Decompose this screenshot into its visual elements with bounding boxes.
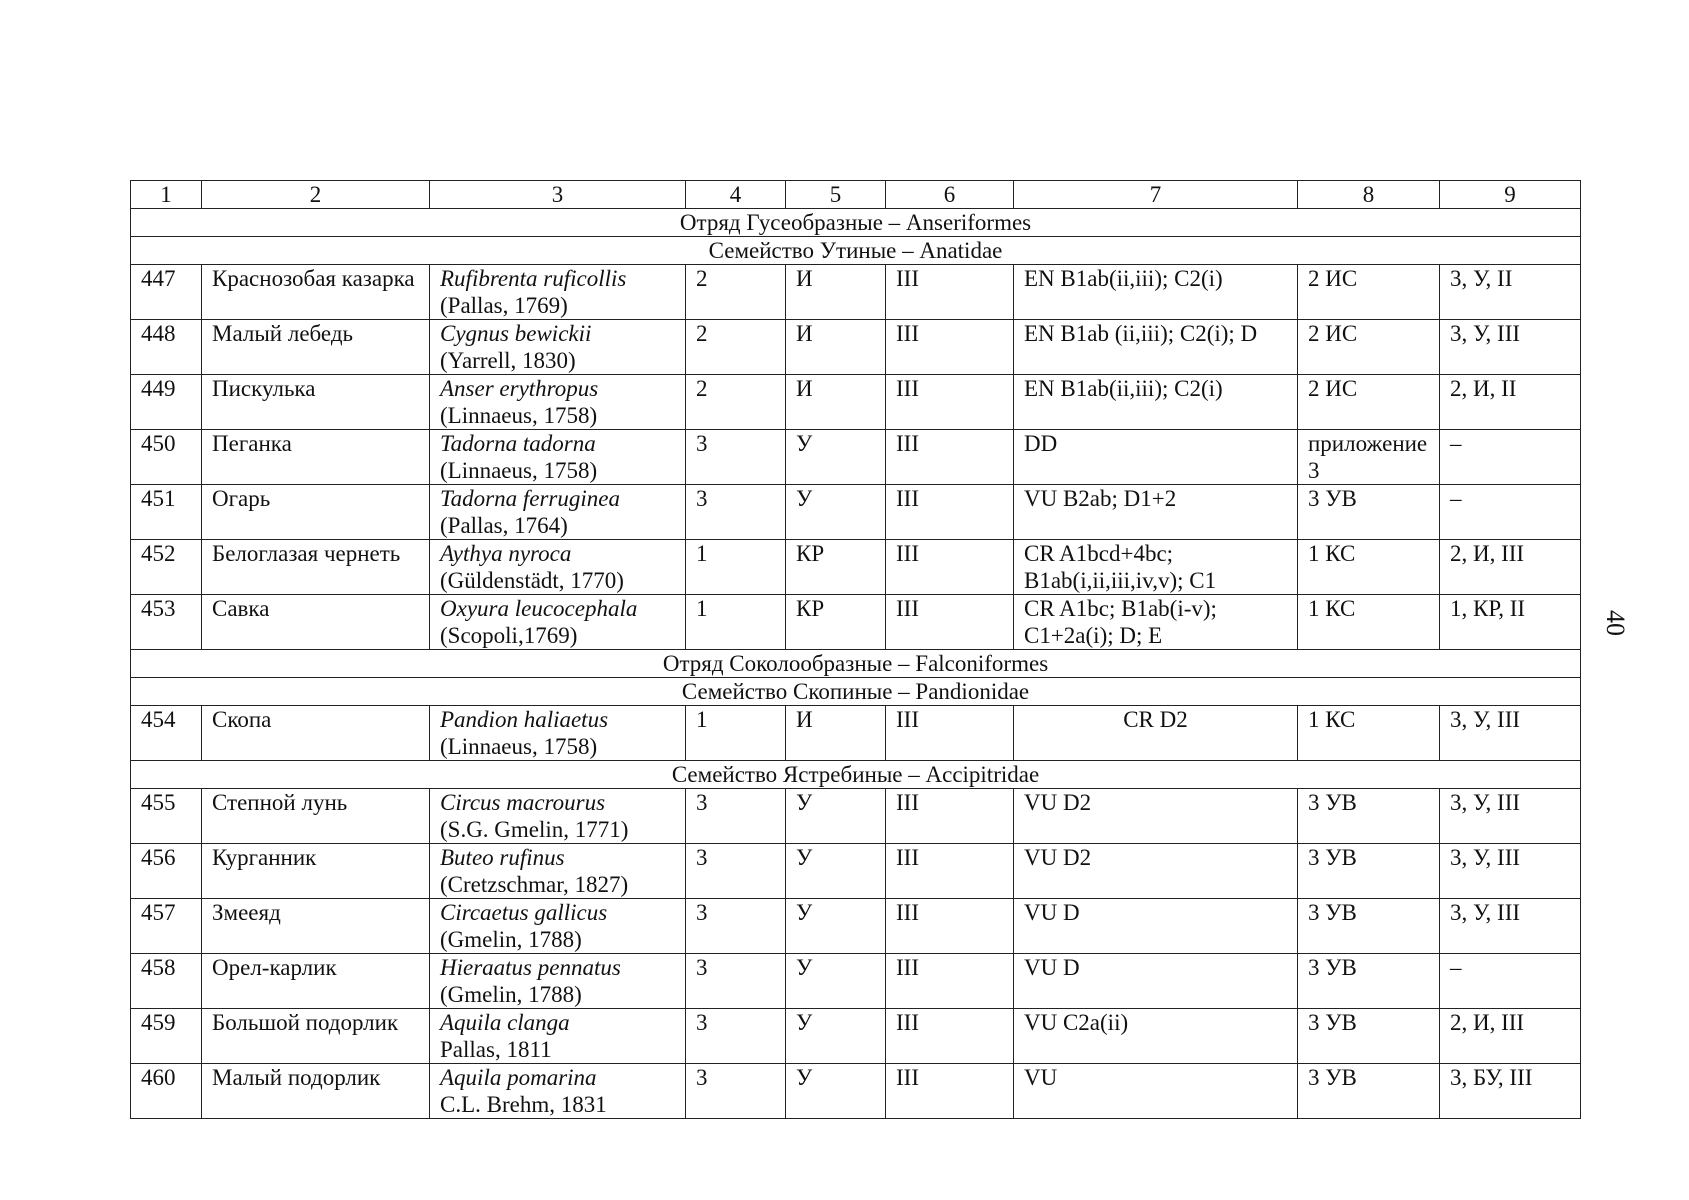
category-cell: 3 xyxy=(686,789,786,844)
federal-status-cell: 3, У, II xyxy=(1440,265,1581,320)
status-cell: У xyxy=(786,954,886,1009)
row-number: 460 xyxy=(131,1064,202,1119)
species-author: (Gmelin, 1788) xyxy=(440,982,582,1007)
table-row xyxy=(131,595,1581,650)
priority-cell: III xyxy=(886,540,1014,595)
status-cell: У xyxy=(786,485,886,540)
species-author: (Gmelin, 1788) xyxy=(440,927,582,952)
status-cell: И xyxy=(786,320,886,375)
regional-status-cell: 2 ИС xyxy=(1298,265,1440,320)
species-author: (Linnaeus, 1758) xyxy=(440,734,598,759)
species-name-ru: Пискулька xyxy=(202,375,430,430)
category-cell: 2 xyxy=(686,265,786,320)
status-cell: КР xyxy=(786,595,886,650)
regional-status-cell: 3 УВ xyxy=(1298,1009,1440,1064)
row-number: 459 xyxy=(131,1009,202,1064)
category-cell: 3 xyxy=(686,1009,786,1064)
latin-name: Circus macrourus xyxy=(440,790,606,815)
status-cell: И xyxy=(786,265,886,320)
species-name-latin xyxy=(430,485,686,540)
status-cell: КР xyxy=(786,540,886,595)
status-cell: У xyxy=(786,789,886,844)
species-name-latin xyxy=(430,899,686,954)
latin-name: Pandion haliaetus xyxy=(440,707,609,732)
latin-name: Oxyura leucocephala xyxy=(440,596,638,621)
species-author: (Linnaeus, 1758) xyxy=(440,403,598,428)
category-cell: 3 xyxy=(686,954,786,1009)
species-name-latin xyxy=(430,320,686,375)
latin-name: Circaetus gallicus xyxy=(440,900,608,925)
section-heading-row xyxy=(131,209,1581,237)
column-number: 3 xyxy=(430,181,686,209)
federal-status-cell: – xyxy=(1440,485,1581,540)
latin-name: Aquila clanga xyxy=(440,1010,570,1035)
regional-status-cell: 3 УВ xyxy=(1298,899,1440,954)
latin-name: Rufibrenta ruficollis xyxy=(440,266,627,291)
table-row xyxy=(131,485,1581,540)
iucn-criteria-cell: EN B1ab(ii,iii); C2(i) xyxy=(1014,265,1298,320)
species-author: (Scopoli,1769) xyxy=(440,623,578,648)
section-heading-row xyxy=(131,237,1581,265)
species-name-latin xyxy=(430,595,686,650)
table-row xyxy=(131,320,1581,375)
table-row xyxy=(131,789,1581,844)
category-cell: 1 xyxy=(686,540,786,595)
priority-cell: III xyxy=(886,706,1014,761)
row-number: 456 xyxy=(131,844,202,899)
row-number: 451 xyxy=(131,485,202,540)
row-number: 455 xyxy=(131,789,202,844)
category-cell: 3 xyxy=(686,1064,786,1119)
species-name-latin xyxy=(430,430,686,485)
species-name-latin xyxy=(430,265,686,320)
species-name-ru: Малый подорлик xyxy=(202,1064,430,1119)
federal-status-cell: 3, У, III xyxy=(1440,706,1581,761)
section-heading-row xyxy=(131,678,1581,706)
status-cell: У xyxy=(786,899,886,954)
latin-name: Tadorna tadorna xyxy=(440,431,596,456)
row-number: 449 xyxy=(131,375,202,430)
latin-name: Cygnus bewickii xyxy=(440,321,592,346)
species-name-ru: Пеганка xyxy=(202,430,430,485)
regional-status-cell: 2 ИС xyxy=(1298,375,1440,430)
species-author: (Cretzschmar, 1827) xyxy=(440,872,629,897)
status-cell: И xyxy=(786,375,886,430)
page-number: 40 xyxy=(1601,610,1630,636)
iucn-criteria-cell: VU C2a(ii) xyxy=(1014,1009,1298,1064)
iucn-criteria-cell: VU D2 xyxy=(1014,844,1298,899)
section-heading: Семейство Скопиные – Pandionidae xyxy=(131,678,1581,706)
priority-cell: III xyxy=(886,265,1014,320)
table-row xyxy=(131,265,1581,320)
iucn-criteria-cell: CR D2 xyxy=(1014,706,1298,761)
iucn-criteria-cell: VU D xyxy=(1014,954,1298,1009)
section-heading: Отряд Гусеобразные – Anseriformes xyxy=(131,209,1581,237)
row-number: 454 xyxy=(131,706,202,761)
federal-status-cell: 2, И, III xyxy=(1440,540,1581,595)
column-number: 1 xyxy=(131,181,202,209)
federal-status-cell: – xyxy=(1440,954,1581,1009)
species-name-ru: Курганник xyxy=(202,844,430,899)
priority-cell: III xyxy=(886,844,1014,899)
species-author: (Pallas, 1769) xyxy=(440,293,568,318)
species-name-latin xyxy=(430,844,686,899)
iucn-criteria-cell: DD xyxy=(1014,430,1298,485)
table-row xyxy=(131,1009,1581,1064)
latin-name: Tadorna ferruginea xyxy=(440,486,620,511)
species-name-ru: Савка xyxy=(202,595,430,650)
row-number: 457 xyxy=(131,899,202,954)
category-cell: 3 xyxy=(686,844,786,899)
priority-cell: III xyxy=(886,789,1014,844)
category-cell: 3 xyxy=(686,899,786,954)
row-number: 450 xyxy=(131,430,202,485)
table-row xyxy=(131,430,1581,485)
table-row xyxy=(131,1064,1581,1119)
species-name-ru: Краснозобая казарка xyxy=(202,265,430,320)
federal-status-cell: 3, У, III xyxy=(1440,899,1581,954)
section-heading-row xyxy=(131,761,1581,789)
status-cell: У xyxy=(786,430,886,485)
species-name-ru: Малый лебедь xyxy=(202,320,430,375)
regional-status-cell: 3 УВ xyxy=(1298,954,1440,1009)
priority-cell: III xyxy=(886,1064,1014,1119)
regional-status-cell: 3 УВ xyxy=(1298,789,1440,844)
iucn-criteria-cell: CR A1bc; B1ab(i-v); C1+2a(i); D; E xyxy=(1014,595,1298,650)
federal-status-cell: 3, БУ, III xyxy=(1440,1064,1581,1119)
status-cell: У xyxy=(786,1009,886,1064)
latin-name: Aythya nyroca xyxy=(440,541,572,566)
regional-status-cell: 3 УВ xyxy=(1298,485,1440,540)
species-name-latin xyxy=(430,706,686,761)
priority-cell: III xyxy=(886,375,1014,430)
row-number: 453 xyxy=(131,595,202,650)
category-cell: 2 xyxy=(686,375,786,430)
regional-status-cell: 2 ИС xyxy=(1298,320,1440,375)
iucn-criteria-cell: VU B2ab; D1+2 xyxy=(1014,485,1298,540)
federal-status-cell: 3, У, III xyxy=(1440,844,1581,899)
table-row xyxy=(131,844,1581,899)
status-cell: У xyxy=(786,844,886,899)
column-number: 6 xyxy=(886,181,1014,209)
species-name-latin xyxy=(430,954,686,1009)
species-name-ru: Змееяд xyxy=(202,899,430,954)
species-name-latin xyxy=(430,1009,686,1064)
table-row xyxy=(131,954,1581,1009)
regional-status-cell: 3 УВ xyxy=(1298,1064,1440,1119)
regional-status-cell: 1 КС xyxy=(1298,706,1440,761)
priority-cell: III xyxy=(886,954,1014,1009)
species-author: Pallas, 1811 xyxy=(440,1037,552,1062)
latin-name: Buteo rufinus xyxy=(440,845,565,870)
species-name-ru: Большой подорлик xyxy=(202,1009,430,1064)
section-heading: Семейство Утиные – Anatidae xyxy=(131,237,1581,265)
category-cell: 3 xyxy=(686,485,786,540)
category-cell: 1 xyxy=(686,595,786,650)
column-number: 9 xyxy=(1440,181,1581,209)
status-cell: У xyxy=(786,1064,886,1119)
federal-status-cell: 3, У, III xyxy=(1440,789,1581,844)
iucn-criteria-cell: VU xyxy=(1014,1064,1298,1119)
species-name-ru: Орел-карлик xyxy=(202,954,430,1009)
species-name-latin xyxy=(430,540,686,595)
row-number: 447 xyxy=(131,265,202,320)
species-author: (Pallas, 1764) xyxy=(440,513,568,538)
category-cell: 1 xyxy=(686,706,786,761)
column-number: 2 xyxy=(202,181,430,209)
row-number: 458 xyxy=(131,954,202,1009)
column-number: 8 xyxy=(1298,181,1440,209)
column-number: 7 xyxy=(1014,181,1298,209)
category-cell: 2 xyxy=(686,320,786,375)
species-author: (Güldenstädt, 1770) xyxy=(440,568,624,593)
federal-status-cell: 2, И, II xyxy=(1440,375,1581,430)
category-cell: 3 xyxy=(686,430,786,485)
iucn-criteria-cell: VU D xyxy=(1014,899,1298,954)
latin-name: Hieraatus pennatus xyxy=(440,955,621,980)
regional-status-cell: 1 КС xyxy=(1298,540,1440,595)
species-author: (Yarrell, 1830) xyxy=(440,348,576,373)
table-row xyxy=(131,375,1581,430)
species-name-ru: Скопа xyxy=(202,706,430,761)
species-name-ru: Степной лунь xyxy=(202,789,430,844)
priority-cell: III xyxy=(886,485,1014,540)
species-table xyxy=(130,180,1581,1119)
federal-status-cell: 1, КР, II xyxy=(1440,595,1581,650)
section-heading: Отряд Соколообразные – Falconiformes xyxy=(131,650,1581,678)
section-heading: Семейство Ястребиные – Accipitridae xyxy=(131,761,1581,789)
latin-name: Anser erythropus xyxy=(440,376,599,401)
iucn-criteria-cell: EN B1ab (ii,iii); C2(i); D xyxy=(1014,320,1298,375)
row-number: 452 xyxy=(131,540,202,595)
column-number: 5 xyxy=(786,181,886,209)
latin-name: Aquila pomarina xyxy=(440,1065,597,1090)
table-body xyxy=(131,181,1581,1119)
row-number: 448 xyxy=(131,320,202,375)
species-author: (S.G. Gmelin, 1771) xyxy=(440,817,629,842)
species-author: (Linnaeus, 1758) xyxy=(440,458,598,483)
regional-status-cell: 1 КС xyxy=(1298,595,1440,650)
priority-cell: III xyxy=(886,1009,1014,1064)
status-cell: И xyxy=(786,706,886,761)
priority-cell: III xyxy=(886,320,1014,375)
species-author: C.L. Brehm, 1831 xyxy=(440,1092,607,1117)
species-name-ru: Белоглазая чернеть xyxy=(202,540,430,595)
column-number: 4 xyxy=(686,181,786,209)
species-name-latin xyxy=(430,789,686,844)
priority-cell: III xyxy=(886,430,1014,485)
column-number-row xyxy=(131,181,1581,209)
regional-status-cell: приложение 3 xyxy=(1298,430,1440,485)
table-row xyxy=(131,706,1581,761)
federal-status-cell: – xyxy=(1440,430,1581,485)
species-name-ru: Огарь xyxy=(202,485,430,540)
iucn-criteria-cell: CR A1bcd+4bc; B1ab(i,ii,iii,iv,v); C1 xyxy=(1014,540,1298,595)
table-row xyxy=(131,540,1581,595)
federal-status-cell: 2, И, III xyxy=(1440,1009,1581,1064)
species-name-latin xyxy=(430,1064,686,1119)
species-name-latin xyxy=(430,375,686,430)
section-heading-row xyxy=(131,650,1581,678)
iucn-criteria-cell: VU D2 xyxy=(1014,789,1298,844)
federal-status-cell: 3, У, III xyxy=(1440,320,1581,375)
regional-status-cell: 3 УВ xyxy=(1298,844,1440,899)
table-row xyxy=(131,899,1581,954)
priority-cell: III xyxy=(886,899,1014,954)
iucn-criteria-cell: EN B1ab(ii,iii); C2(i) xyxy=(1014,375,1298,430)
priority-cell: III xyxy=(886,595,1014,650)
